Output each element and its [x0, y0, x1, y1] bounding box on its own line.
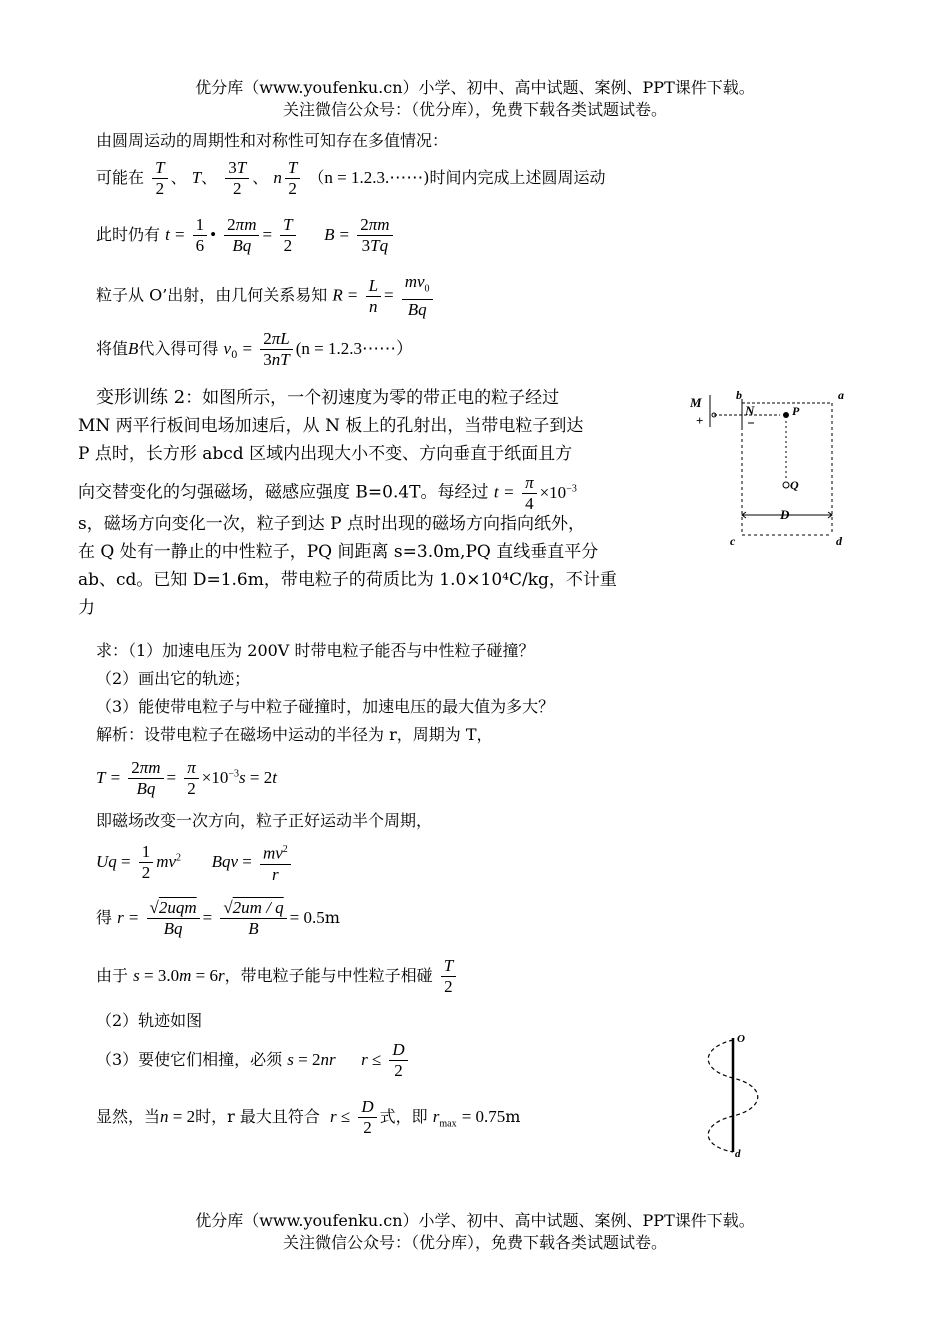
footer-line-2: 关注微信公众号：（优分库），免费下载各类试题试卷。 [282, 1233, 667, 1252]
label-P: P [792, 404, 800, 418]
formula-line-R: 粒子从 O’出射，由几何关系易知 R = $\frac{L}{n}$ = $\frac{mv_0}{Bq}$ [96, 272, 436, 320]
field-diagram [690, 385, 860, 550]
since-line: 由于 s = 3.0m = 6r，带电粒子能与中性粒子相碰 $\frac{T}{2}$ [96, 956, 459, 997]
formula-r: 得 r = $\frac{\text{√2uqm}}{Bq}$ = $\frac{√2um / q}{B}$ = 0.5m [96, 898, 340, 938]
formula-T: T = $\frac{2\pi m}{Bq}$ = $\frac{\pi}{2}$ $\times 10^{-3}s = 2t$ [96, 758, 277, 798]
footer-line-1: 优分库（www.youfenku.cn）小学、初中、高中试题、案例、PPT课件下载。 [195, 1211, 755, 1230]
label-N: N [745, 403, 755, 418]
intro-line: 由圆周运动的周期性和对称性可知存在多值情况： [96, 131, 449, 150]
point-Q [783, 482, 789, 488]
fraction-T-over-2: $\frac{T}{2}$ [152, 158, 167, 199]
label-D: D [780, 507, 790, 522]
label-O: O [737, 1033, 745, 1045]
header-line-2: 关注微信公众号：（优分库），免费下载各类试题试卷。 [282, 100, 667, 119]
label-d2: d [735, 1148, 741, 1160]
question-1: 求：（1）加速电压为 200V 时带电粒子能否与中性粒子碰撞？ [96, 641, 535, 660]
conclusion-line: 显然，当n = 2时，r 最大且符合 r ≤ $\frac{D}{2}$ 式，即 $r_{max} = 0.75m$ [96, 1097, 521, 1137]
label-M: M [690, 395, 702, 410]
time-options-line: 可能在 $\frac{T}{2}$ 、 T、 $\frac{3T}{2}$ 、 n $\frac{T}{2}$ （n = 1.2.3.⋯⋯)时间内完成上述圆周运动 [96, 158, 606, 198]
page-header [0, 77, 950, 121]
label-d: d [836, 534, 842, 548]
svg-text:+: + [696, 413, 704, 428]
track-line: （2）轨迹如图 [96, 1011, 203, 1030]
question-2: （2）画出它的轨迹； [96, 669, 251, 688]
problem-text: 变形训练 2：如图所示，一个初速度为零的带正电的粒子经过 MN 两平行板间电场加速后，从 N 板上的孔射出，当带电粒子到达 P 点时，长方形 abcd 区域内出现大小不变、方向垂直于纸面且方 向交替变化的匀强磁场，磁感应强度 B=0.4T。每经过 t = $\frac{\pi}{4}$ $\times 10^{-3}$ s，磁场方向变化一次，粒子到达 P 点时出现的磁场方向指向纸外， 在 Q 处有一静止的中性粒子，PQ 间距离 s=3.0m,PQ 直线垂直平分 ab、cd。已知 D=1.6m，带电粒子的荷质比为 1.0×10⁴C/kg，不计重 力 [78, 387, 617, 618]
label-c: c [730, 534, 736, 548]
label-Q: Q [790, 478, 799, 492]
page-footer [0, 1210, 950, 1254]
formula-energy: Uq = $\frac{1}{2}$ $mv^2$ Bqv = $\frac{mv^2}{r}$ [96, 840, 294, 885]
header-line-1: 优分库（www.youfenku.cn）小学、初中、高中试题、案例、PPT课件下载。 [195, 78, 755, 97]
trajectory-diagram [700, 1030, 770, 1160]
solution-intro: 解析：设带电粒子在磁场中运动的半径为 r，周期为 T， [96, 725, 493, 744]
formula-line-v0: 将值B代入得可得 $v_0$ = $\frac{2\pi L}{3nT}$ (n = 1.2.3⋯⋯） [96, 329, 413, 369]
point-P [783, 412, 789, 418]
question-3: （3）能使带电粒子与中粒子碰撞时，加速电压的最大值为多大？ [96, 697, 555, 716]
formula-line-t: 此时仍有 t = $\frac{1}{6}$ • $\frac{2\pi m}{Bq}$ = $\frac{T}{2}$ B = $\frac{2\pi m}{3Tq}$ [96, 215, 396, 256]
need-line: （3）要使它们相撞，必须 s = 2nr r ≤ $\frac{D}{2}$ [96, 1040, 411, 1081]
half-period-line: 即磁场改变一次方向，粒子正好运动半个周期， [96, 811, 433, 830]
label-b: b [736, 388, 742, 402]
label-a: a [838, 388, 844, 402]
